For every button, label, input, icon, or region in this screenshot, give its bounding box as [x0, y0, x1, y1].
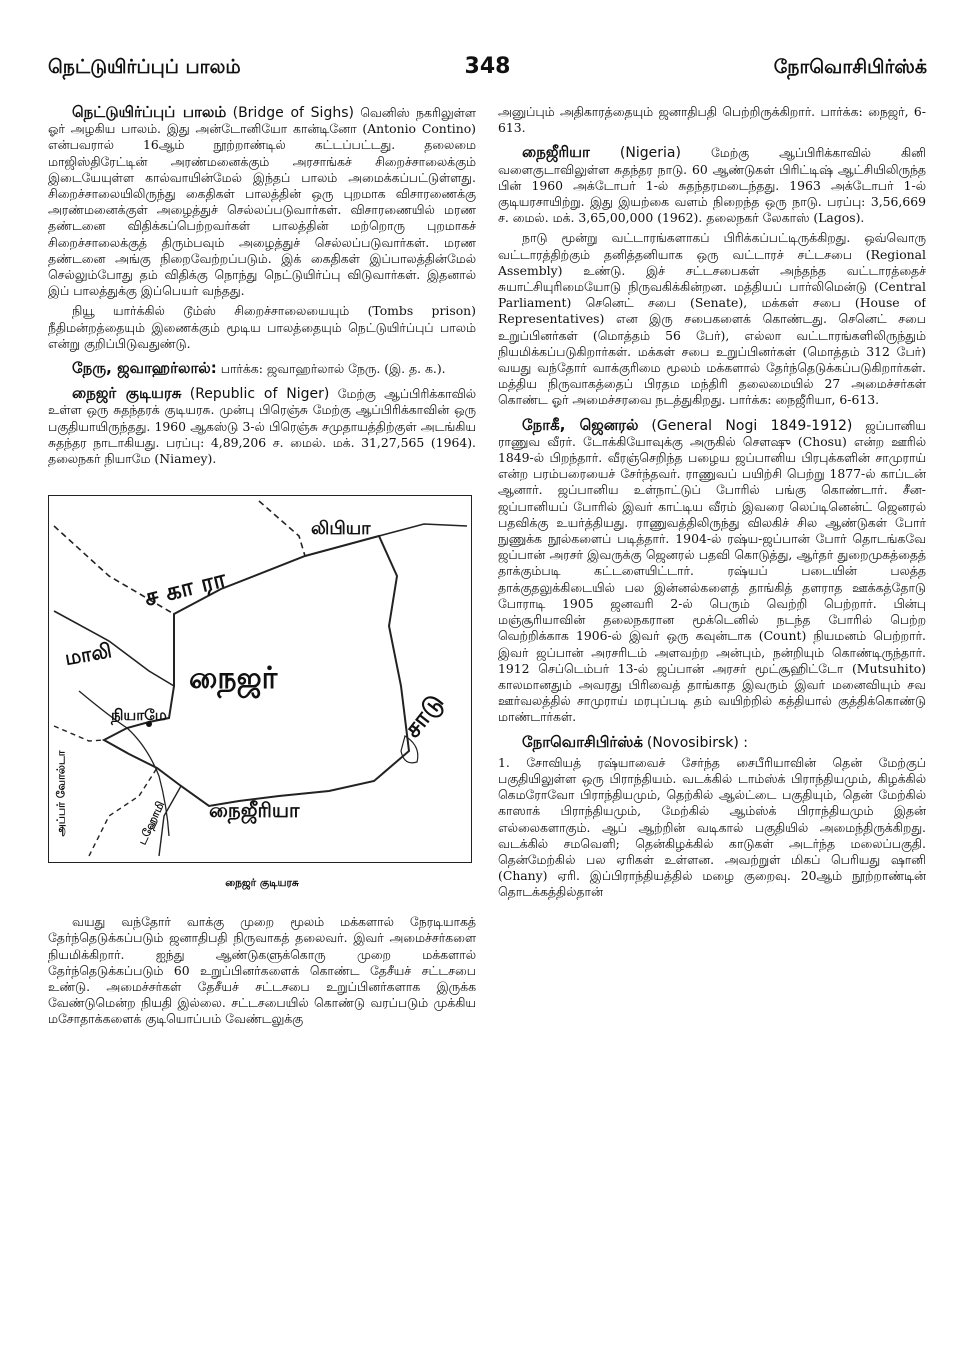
- entry-general-nogi: [498, 417, 926, 726]
- left-column: [48, 104, 476, 1342]
- entry-text: ஜப்பானிய ராணுவ வீரர். டோக்கியோவுக்கு அருகில் சௌஷு (Chosu) என்ற ஊரில் 1849-ல் பிறந்தார். வீரஞ்செறிந்த பழைய ஜப்பானிய பிரபுக்களின் சாமுராய் என்ற பரம்பரையைச் சேர்ந்தவர். ராணுவப் பயிற்சி பெற்று 1877-ல் காப்டன் ஆனார். ஜப்பானிய உள்நாட்டுப் போரில் பங்கு கொண்டார். சீன-ஜப்பானியப் போரில் இவர் காட்டிய வீரம் இவரை லெப்டினென்ட் ஜெனரல் பதவிக்கு உயர்த்தியது. ராணுவத்திலிருந்து விலகிச் சில ஆண்டுகள் போர் நுணுக்க நூல்களைப் படித்தார். 1904-ல் ரஷ்ய-ஜப்பான் போர் தொடங்கவே ஜப்பான் அரசர் இவருக்கு ஜெனரல் பதவி கொடுத்து, ஆர்தர் துறைமுகத்தைத் தாக்கும்படி கட்டளையிட்டார். ரஷ்யப் படையின் பலத்த தாக்குதலுக்கிடையில் பல இன்னல்களைத் தாங்கித் தளராத ஊக்கத்தோடு போராடி 1905 ஜனவரி 2-ல் பெரும் வெற்றி பெற்றார். பின்பு மஞ்சூரியாவின் தலைநகரான மூக்டெனில் நடந்த போரில் பெற்ற வெற்றிக்காக 1906-ல் இவர் ஒரு கவுன்டாக (Count) நியமனம் பெற்றார். இவர் ஜப்பான் அரசரிடம் அளவற்ற அன்பும், நன்றியும் கொண்டிருந்தார். 1912 செப்டெம்பர் 13-ல் ஜப்பான் அரசர் மூட்சூஹிட்டோ (Mutsuhito) காலமானதும் அவரது பிரிவைத் தாங்காத இவரும் இவர் மனைவியும் சவ ஊர்வலத்தில் சாமுராய் மரபுப்படி தம் வயிற்றில் கத்தியால் குத்திக்கொண்டு மாண்டார்கள்.: [498, 417, 926, 725]
- entry-headword: நேரு, ஜவாஹர்லால்:: [72, 359, 217, 378]
- map-label-nigeria: நைஜீரியா: [209, 798, 300, 823]
- text-columns: [48, 104, 927, 1342]
- entry-paragraph: 1. சோவியத் ரஷ்யாவைச் சேர்ந்த சைபீரியாவின் தென் மேற்குப் பகுதியிலுள்ள ஒரு பிராந்தியம். வடக்கில் டாம்ஸ்க் பிராந்தியமும், கிழக்கில் கெமரோவோ பிராந்தியமும், தெற்கில் ஆல்ட்டை பகுதியும், தென் மேற்கில் காஸாக் பிராந்தியமும், மேற்கில் ஆம்ஸ்க் பிராந்தியமும் இதன் எல்லைகளாகும். ஆப் ஆற்றின் வடிகால் பகுதியில் அமைந்திருக்கிறது. வடக்கில் சமவெளி; தென்கிழக்கில் காடுகள் அடர்ந்த மலைப்பகுதி. தென்மேற்கில் பல ஏரிகள் உள்ளன. அவற்றுள் மிகப் பெரியது ஷானி (Chany) ஏரி. இப்பிராந்தியத்தில் மழை குறைவு. 20ஆம் நூற்றாண்டின் தொடக்கத்தில்தான்: [498, 754, 926, 900]
- running-head: [48, 56, 927, 86]
- niger-map: [48, 495, 472, 863]
- entry-text: மேற்கு ஆப்பிரிக்காவில் உள்ள ஒரு சுதந்தரக் குடியரசு. முன்பு பிரெஞ்சு மேற்கு ஆப்பிரிக்காவின் ஒரு பகுதியாயிருந்தது. 1960 ஆகஸ்டு 3-ல் பிரெஞ்சு சமுதாயத்திற்குள் அடங்கிய சுதந்தர நாடாகியது. பரப்பு: 4,89,206 ச. மைல். மக். 31,27,565 (1964). தலைநகர் நியாமே (Niamey).: [48, 386, 476, 467]
- entry-headword: நோகீ, ஜெனரல்: [522, 415, 639, 434]
- entry-republic-of-niger: [48, 385, 476, 467]
- entry-nehru: [48, 360, 476, 377]
- map-caption: நைஜர் குடியரசு: [225, 877, 299, 890]
- entry-novosibirsk: [498, 734, 926, 901]
- entry-nigeria: [498, 144, 926, 408]
- entry-bridge-of-sighs: [48, 104, 476, 352]
- header-left-guide-word: நெட்டுயிர்ப்புப் பாலம்: [48, 56, 241, 78]
- entry-paragraph: [498, 417, 926, 726]
- entry-headword-english: (Republic of Niger): [189, 386, 330, 403]
- right-column: [498, 104, 926, 1342]
- entry-text: மேற்கு ஆப்பிரிக்காவில் கினி வளைகுடாவிலுள்ள சுதந்தர நாடு. 60 ஆண்டுகள் பிரிட்டிஷ் ஆட்சியிலிருந்த பின் 1960 அக்டோபர் 1-ல் சுதந்தரமடைந்தது. 1963 அக்டோபர் 1-ல் குடியரசாயிற்று. இது இயற்கை வளம் நிறைந்த ஒரு நாடு. பரப்பு: 3,56,669 ச. மைல். மக். 3,65,00,000 (1962). தலைநகர் லேகாஸ் (Lagos).: [498, 145, 926, 226]
- entry-paragraph: நாடு மூன்று வட்டாரங்களாகப் பிரிக்கப்பட்டிருக்கிறது. ஒவ்வொரு வட்டாரத்திற்கும் தனித்தனியாக ஒரு வட்டாரச் சட்டசபை (Regional Assembly) உண்டு. இச் சட்டசபைகள் அந்தந்த வட்டாரத்தைச் சுயாட்சியுரிமையோடு நிருவகிக்கின்றன. மத்தியப் பார்லிமென்டு (Central Parliament) செனெட் சபை (Senate), மக்கள் சபை (House of Representatives) என இரு சபைகளைக் கொண்டது. செனெட் சபை உறுப்பினர்கள் (மொத்தம் 56 பேர்), எல்லா வட்டாரங்களிலிருந்தும் நியமிக்கப்படுகிறார்கள். மக்கள் சபை உறுப்பினர்கள் (மொத்தம் 312 பேர்) வயது வந்தோர் வாக்குரிமை மூலம் மக்களால் தேர்ந்தெடுக்கப்படுகிறார்கள். மத்திய நிருவாகத்தைப் பிரதம மந்திரி தலைமையில் 27 அமைச்சர்கள் கொண்ட ஓர் அமைச்சரவை நடத்துகிறது. பார்க்க: நைஜீரியா, 6-613.: [498, 230, 926, 408]
- entry-headword: நைஜீரியா: [522, 143, 590, 162]
- entry-paragraph: [498, 144, 926, 226]
- entry-headword: நைஜர் குடியரசு: [72, 384, 182, 403]
- map-label-chad: சாடு: [397, 688, 450, 744]
- map-label-libya: லிபியா: [311, 518, 371, 540]
- map-label-dahomey: டஹோமி: [135, 799, 168, 848]
- map-label-upper-volta: அப்பர் வோல்டா: [54, 750, 68, 837]
- entry-paragraph: [498, 734, 926, 751]
- entry-text: வெனிஸ் நகரிலுள்ள ஓர் அழகிய பாலம். இது அன்டோனியோ கான்டினோ (Antonio Contino) என்பவரால் 16ஆம் நூற்றாண்டில் கட்டப்பட்டது. தலைமை மாஜிஸ்திரேட்டின் அரண்மனைக்கும் அரசாங்கச் சிறைச்சாலைக்கும் இடையேயுள்ள கால்வாயின்மேல் இந்தப் பாலம் அமைக்கப்பட்டுள்ளது. சிறைச்சாலையிலிருந்து கைதிகள் பாலத்தின் ஒரு புறமாக விசாரணைக்கு அரண்மனைக்குள் அழைத்துச் செல்லப்படுவார்கள். விசாரணையில் மரண தண்டனை விதிக்கப்பெற்றவர்கள் பாலத்தின் மற்றொரு புறமாகச் சிறைச்சாலைக்குத் திரும்பவும் அழைத்துச் செல்லப்படுவார்கள். மரண தண்டனை அங்கு நிறைவேற்றப்படும். இக் கைதிகள் இப்பாலத்தின்மேல் செல்லும்போது தம் விதிக்கு நொந்து நெட்டுயிர்ப்பு விடுவார்கள். இதனால் இப் பாலத்துக்கு இப்பெயர் வந்தது.: [48, 105, 476, 299]
- entry-paragraph: [48, 360, 476, 377]
- entry-paragraph: வயது வந்தோர் வாக்கு முறை மூலம் மக்களால் நேரடியாகத் தேர்ந்தெடுக்கப்படும் ஜனாதிபதி நிருவாகத் தலைவர். இவர் அமைச்சர்களை நியமிக்கிறார். ஐந்து ஆண்டுகளுக்கொரு முறை மக்களால் தேர்ந்தெடுக்கப்படும் 60 உறுப்பினர்களைக் கொண்ட தேசீயச் சட்டசபை உண்டு. அமைச்சர்கள் தேசீயச் சட்டசபை உறுப்பினர்களாக இருக்க வேண்டுமென்ற நியதி இல்லை. சட்டசபையில் கொண்டு வரப்படும் முக்கிய மசோதாக்களைக் குடியொப்பம் வேண்டலுக்கு: [48, 914, 476, 1027]
- map-label-sahara: ச கா ரா: [141, 564, 229, 612]
- map-label-niamey: நியாமே: [111, 706, 167, 725]
- entry-niger-continued: [498, 104, 926, 136]
- header-right-guide-word: நோவொசிபிர்ஸ்க்: [773, 56, 927, 78]
- entry-headword: நோவொசிபிர்ஸ்க்: [522, 732, 643, 751]
- entry-headword-english: (Novosibirsk) :: [646, 734, 749, 751]
- entry-headword-english: (Bridge of Sighs): [232, 105, 354, 121]
- map-label-mali: மாலி: [63, 638, 114, 671]
- entry-headword: நெட்டுயிர்ப்புப் பாலம்: [72, 104, 227, 121]
- entry-headword-english: (General Nogi 1849-1912): [651, 417, 853, 434]
- page-number: 348: [464, 54, 511, 79]
- entry-headword-english: (Nigeria): [619, 145, 681, 162]
- entry-paragraph: [48, 385, 476, 467]
- entry-paragraph: [48, 104, 476, 299]
- entry-paragraph: நியூ யார்க்கில் டூம்ஸ் சிறைச்சாலையையும் (Tombs prison) நீதிமன்றத்தையும் இணைக்கும் மூடிய பாலத்தையும் நெட்டுயிர்ப்புப் பாலம் என்று குறிப்பிடுவதுண்டு.: [48, 303, 476, 351]
- entry-paragraph: அனுப்பும் அதிகாரத்தையும் ஜனாதிபதி பெற்றிருக்கிறார். பார்க்க: நைஜர், 6-613.: [498, 104, 926, 136]
- map-label-niger: நைஜர்: [189, 661, 278, 697]
- entry-text: பார்க்க: ஜவாஹர்லால் நேரு. (இ. த. க.).: [220, 361, 446, 377]
